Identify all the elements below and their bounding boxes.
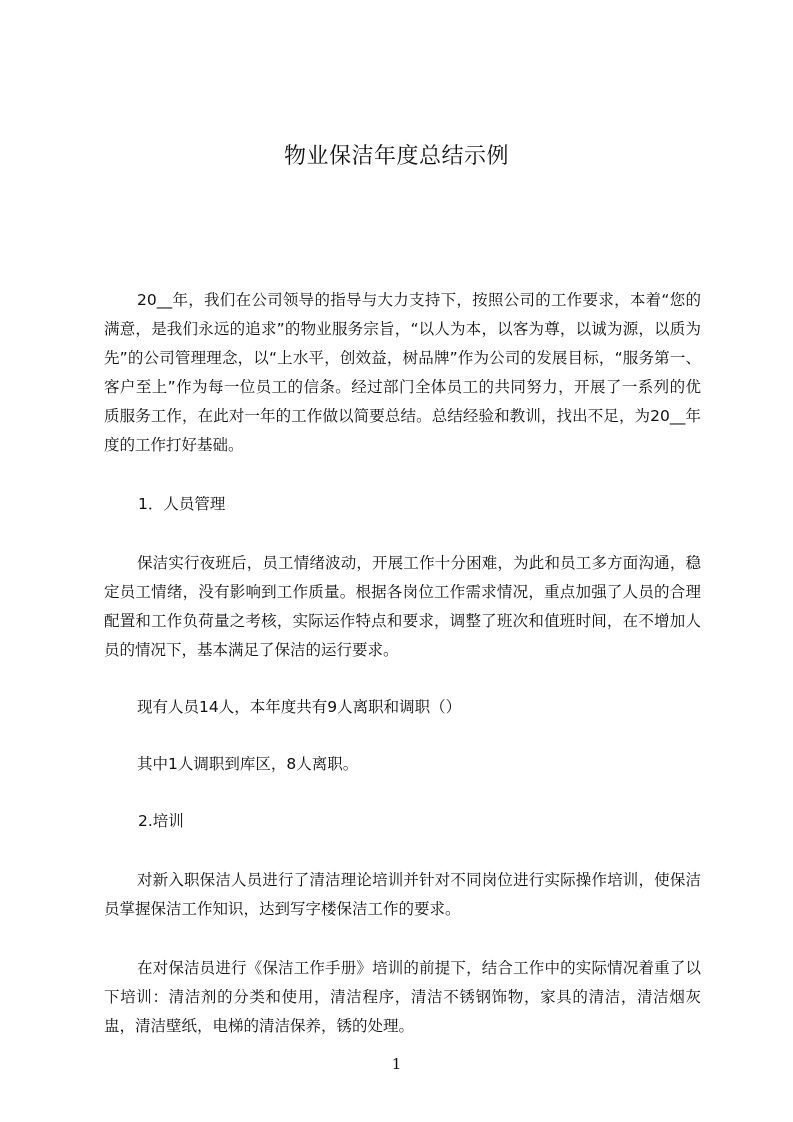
page-number: 1 (391, 1055, 402, 1073)
training-paragraph-2: 在对保洁员进行《保洁工作手册》培训的前提下，结合工作中的实际情况着重了以下培训：清洁剂的分类和使用，清洁程序，清洁不锈钢饰物，家具的清洁，清洁烟灰盅，清洁壁纸，电梯的清洁保养，锈的处理。 (104, 959, 701, 1035)
staff-count-paragraph: 现有人员14人，本年度共有9人离职和调职（） (137, 698, 462, 716)
staff-transfer-paragraph: 其中1人调职到库区，8人离职。 (137, 755, 359, 773)
intro-paragraph: 20__年，我们在公司领导的指导与大力支持下，按照公司的工作要求，本着“您的满意，是我们永远的追求”的物业服务宗旨，“以人为本，以客为尊，以诚为源，以质为先”的公司管理理念，以“上水平，创效益，树品牌”作为公司的发展目标，“服务第一、客户至上”作为每一位员工的信条。经过部门全体员工的共同努力，开展了一系列的优质服务工作，在此对一年的工作做以简要总结。总结经验和教训，找出不足，为20__年度的工作打好基础。 (104, 291, 701, 454)
document-body (104, 286, 701, 1041)
section-heading-staff: 1．人员管理 (138, 495, 226, 513)
training-paragraph-1: 对新入职保洁人员进行了清洁理论培训并针对不同岗位进行实际操作培训，使保洁员掌握保洁工作知识，达到写字楼保洁工作的要求。 (104, 871, 701, 918)
section-heading-training: 2.培训 (138, 812, 184, 830)
staff-management-paragraph: 保洁实行夜班后，员工情绪波动，开展工作十分困难，为此和员工多方面沟通，稳定员工情绪，没有影响到工作质量。根据各岗位工作需求情况，重点加强了人员的合理配置和工作负荷量之考核，实际运作特点和要求，调整了班次和值班时间，在不增加人员的情况下，基本满足了保洁的运行要求。 (104, 554, 701, 659)
document-title: 物业保洁年度总结示例 (283, 144, 509, 169)
